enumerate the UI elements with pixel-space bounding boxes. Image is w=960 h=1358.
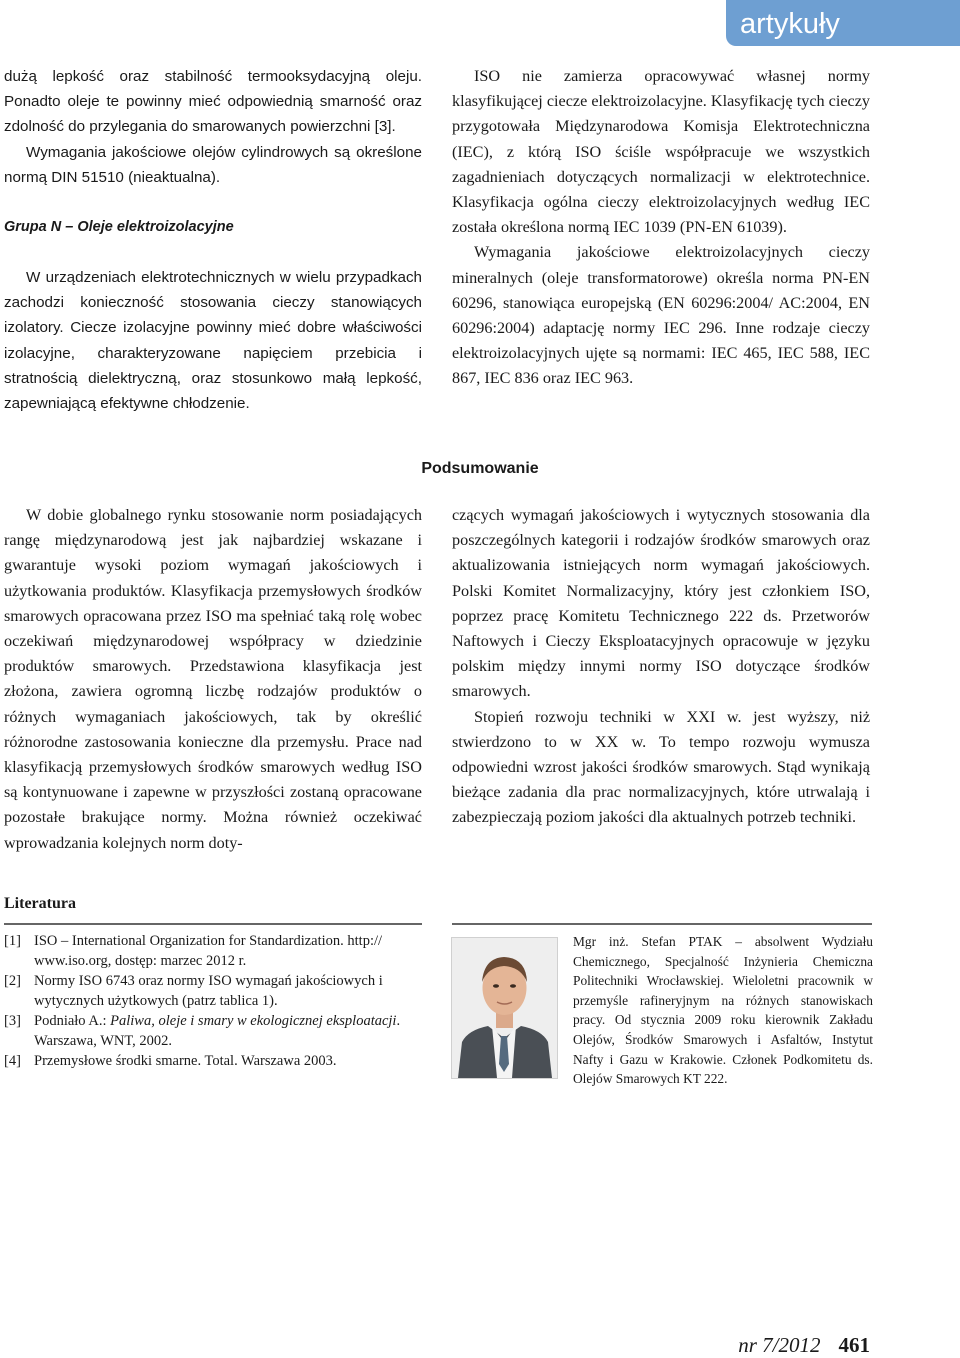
- reference-item: [4, 1011, 424, 1051]
- paragraph: czących wymagań jakościowych i wytycznych stosowania dla poszczególnych kategorii i rodzajów środków smarowych oraz aktualizowania istniejących norm wymagań jakościowych. Polski Komitet Normalizacyjny, który jest członkiem ISO, poprzez pracę Komitetu Technicznego 222 ds. Przetworów Naftowych i Cieczy Eksploatacyjnych opracowuje w języku polskim między innymi normy ISO dotyczące środków smarowych.: [452, 506, 870, 701]
- top-left-column: [4, 64, 422, 416]
- page-footer: [738, 1333, 870, 1358]
- divider: [4, 923, 422, 925]
- subheading: Grupa N – Oleje elektroizolacyjne: [4, 219, 234, 236]
- issue-number: nr 7/2012: [738, 1333, 821, 1357]
- reference-text: Przemysłowe środki smarne. Total. Warszawa 2003.: [34, 1053, 337, 1069]
- reference-number: [1]: [4, 933, 21, 949]
- section-label: artykuły: [740, 8, 840, 40]
- summary-left-column: [4, 503, 422, 856]
- reference-author: Podniało A.:: [34, 1013, 111, 1029]
- paragraph: dużą lepkość oraz stabilność termooksydacyjną oleju. Ponadto oleje te powinny mieć odpowiednią smarność oraz zdolność do przylegania do smarowanych powierzchni [3].: [4, 68, 422, 136]
- section-heading: Podsumowanie: [421, 460, 539, 477]
- author-bio: Mgr inż. Stefan PTAK – absolwent Wydziału Chemicznego, Specjalność Inżynieria Chemiczna Politechniki Wrocławskiej. Wieloletni pracownik w przemyśle rafineryjnym na różnych stanowiskach pracy. Od stycznia 2009 roku kierownik Zakładu Olejów, Środków Smarowych i Asfaltów, Instytut Nafty i Gazu w Krakowie. Członek Podkomitetu ds. Olejów Smarowych KT 222.: [573, 934, 873, 1087]
- portrait-image: [452, 938, 557, 1078]
- reference-number: [3]: [4, 1013, 21, 1029]
- summary-right-column: [452, 503, 870, 831]
- paragraph: W dobie globalnego rynku stosowanie norm posiadających rangę międzynarodową jest jak najbardziej wskazane i gwarantuje wysoki poziom wymagań jakościowych i użytkowania produktów. Klasyfikacja przemysłowych środków smarowych opracowana przez ISO ma spełniać taką rolę wobec oczekiwań międzynarodowej współpracy w dziedzinie produktów smarowych. Przedstawiona klasyfikacja jest złożona, zawiera ogromną liczbę rodzajów produktów o różnych wymaganiach jakościowych, tak by określić różnorodne zastosowania konieczne dla przemysłu. Prace nad klasyfikacją przemysłowych środków smarowych według ISO są kontynuowane i zapewne w przyszłości zostaną opracowane pozostałe brakujące normy. Można również oczekiwać wprowadzania kolejnych norm doty-: [4, 506, 422, 852]
- reference-item: [4, 971, 424, 1011]
- reference-number: [2]: [4, 973, 21, 989]
- paragraph: Stopień rozwoju techniki w XXI w. jest wyższy, niż stwierdzono to w XX w. To tempo rozwoju wymusza odpowiedni wzrost jakości środków smarowych. Stąd wynikają bieżące zadania dla prac normalizacyjnych, które utrwalają i zabezpieczają poziom jakości dla aktualnych potrzeb techniki.: [452, 707, 870, 827]
- reference-item: [4, 931, 424, 971]
- paragraph: ISO nie zamierza opracowywać własnej normy klasyfikującej ciecze elektroizolacyjne. Klasyfikację tych cieczy przygotowała Międzynarodowa Komisja Elektrotechniczna (IEC), z którą ISO ściśle współpracuje we wszystkich zagadnieniach dotyczących normalizacji w elektrotechnice. Klasyfikacja ogólna cieczy elektroizolacyjnych według IEC została określona normą IEC 1039 (PN-EN 61039).: [452, 67, 870, 237]
- reference-title: Paliwa, oleje i smary w ekologicznej eksploatacji: [110, 1013, 397, 1029]
- author-photo: [451, 937, 558, 1079]
- page-number: 461: [838, 1333, 870, 1357]
- reference-item: [4, 1051, 424, 1071]
- divider: [452, 923, 872, 925]
- top-right-column: [452, 64, 870, 392]
- paragraph: Wymagania jakościowe elektroizolacyjnych cieczy mineralnych (oleje transformatorowe) określa norma PN-EN 60296, stanowiąca europejską (EN 60296:2004/ AC:2004, EN 60296:2004) adaptację normy IEC 296. Inne rodzaje cieczy elektroizolacyjnych ujęte są normami: IEC 465, IEC 588, IEC 867, IEC 836 oraz IEC 963.: [452, 243, 870, 388]
- paragraph: Wymagania jakościowe olejów cylindrowych są określone normą DIN 51510 (nieaktualna).: [4, 143, 422, 186]
- reference-publisher: . Warszawa, WNT, 2002.: [34, 1013, 401, 1049]
- literature-title: Literatura: [4, 895, 76, 912]
- reference-list: [4, 931, 424, 1071]
- paragraph: W urządzeniach elektrotechnicznych w wielu przypadkach zachodzi konieczność stosowania cieczy stanowiących izolatory. Ciecze izolacyjne powinny mieć dobre właściwości izolacyjne, charakteryzowane napięciem przebicia i stratnością dielektryczną, oraz stosunkowo małą lepkość, zapewniającą efektywne chłodzenie.: [4, 269, 422, 413]
- section-tab: [726, 0, 960, 46]
- reference-text: Normy ISO 6743 oraz normy ISO wymagań jakościowych i wytycznych użytkowych (patrz tablica 1).: [34, 973, 383, 1009]
- reference-text: ISO – International Organization for Standardization. http:// www.iso.org, dostęp: marzec 2012 r.: [34, 933, 383, 969]
- reference-number: [4]: [4, 1053, 21, 1069]
